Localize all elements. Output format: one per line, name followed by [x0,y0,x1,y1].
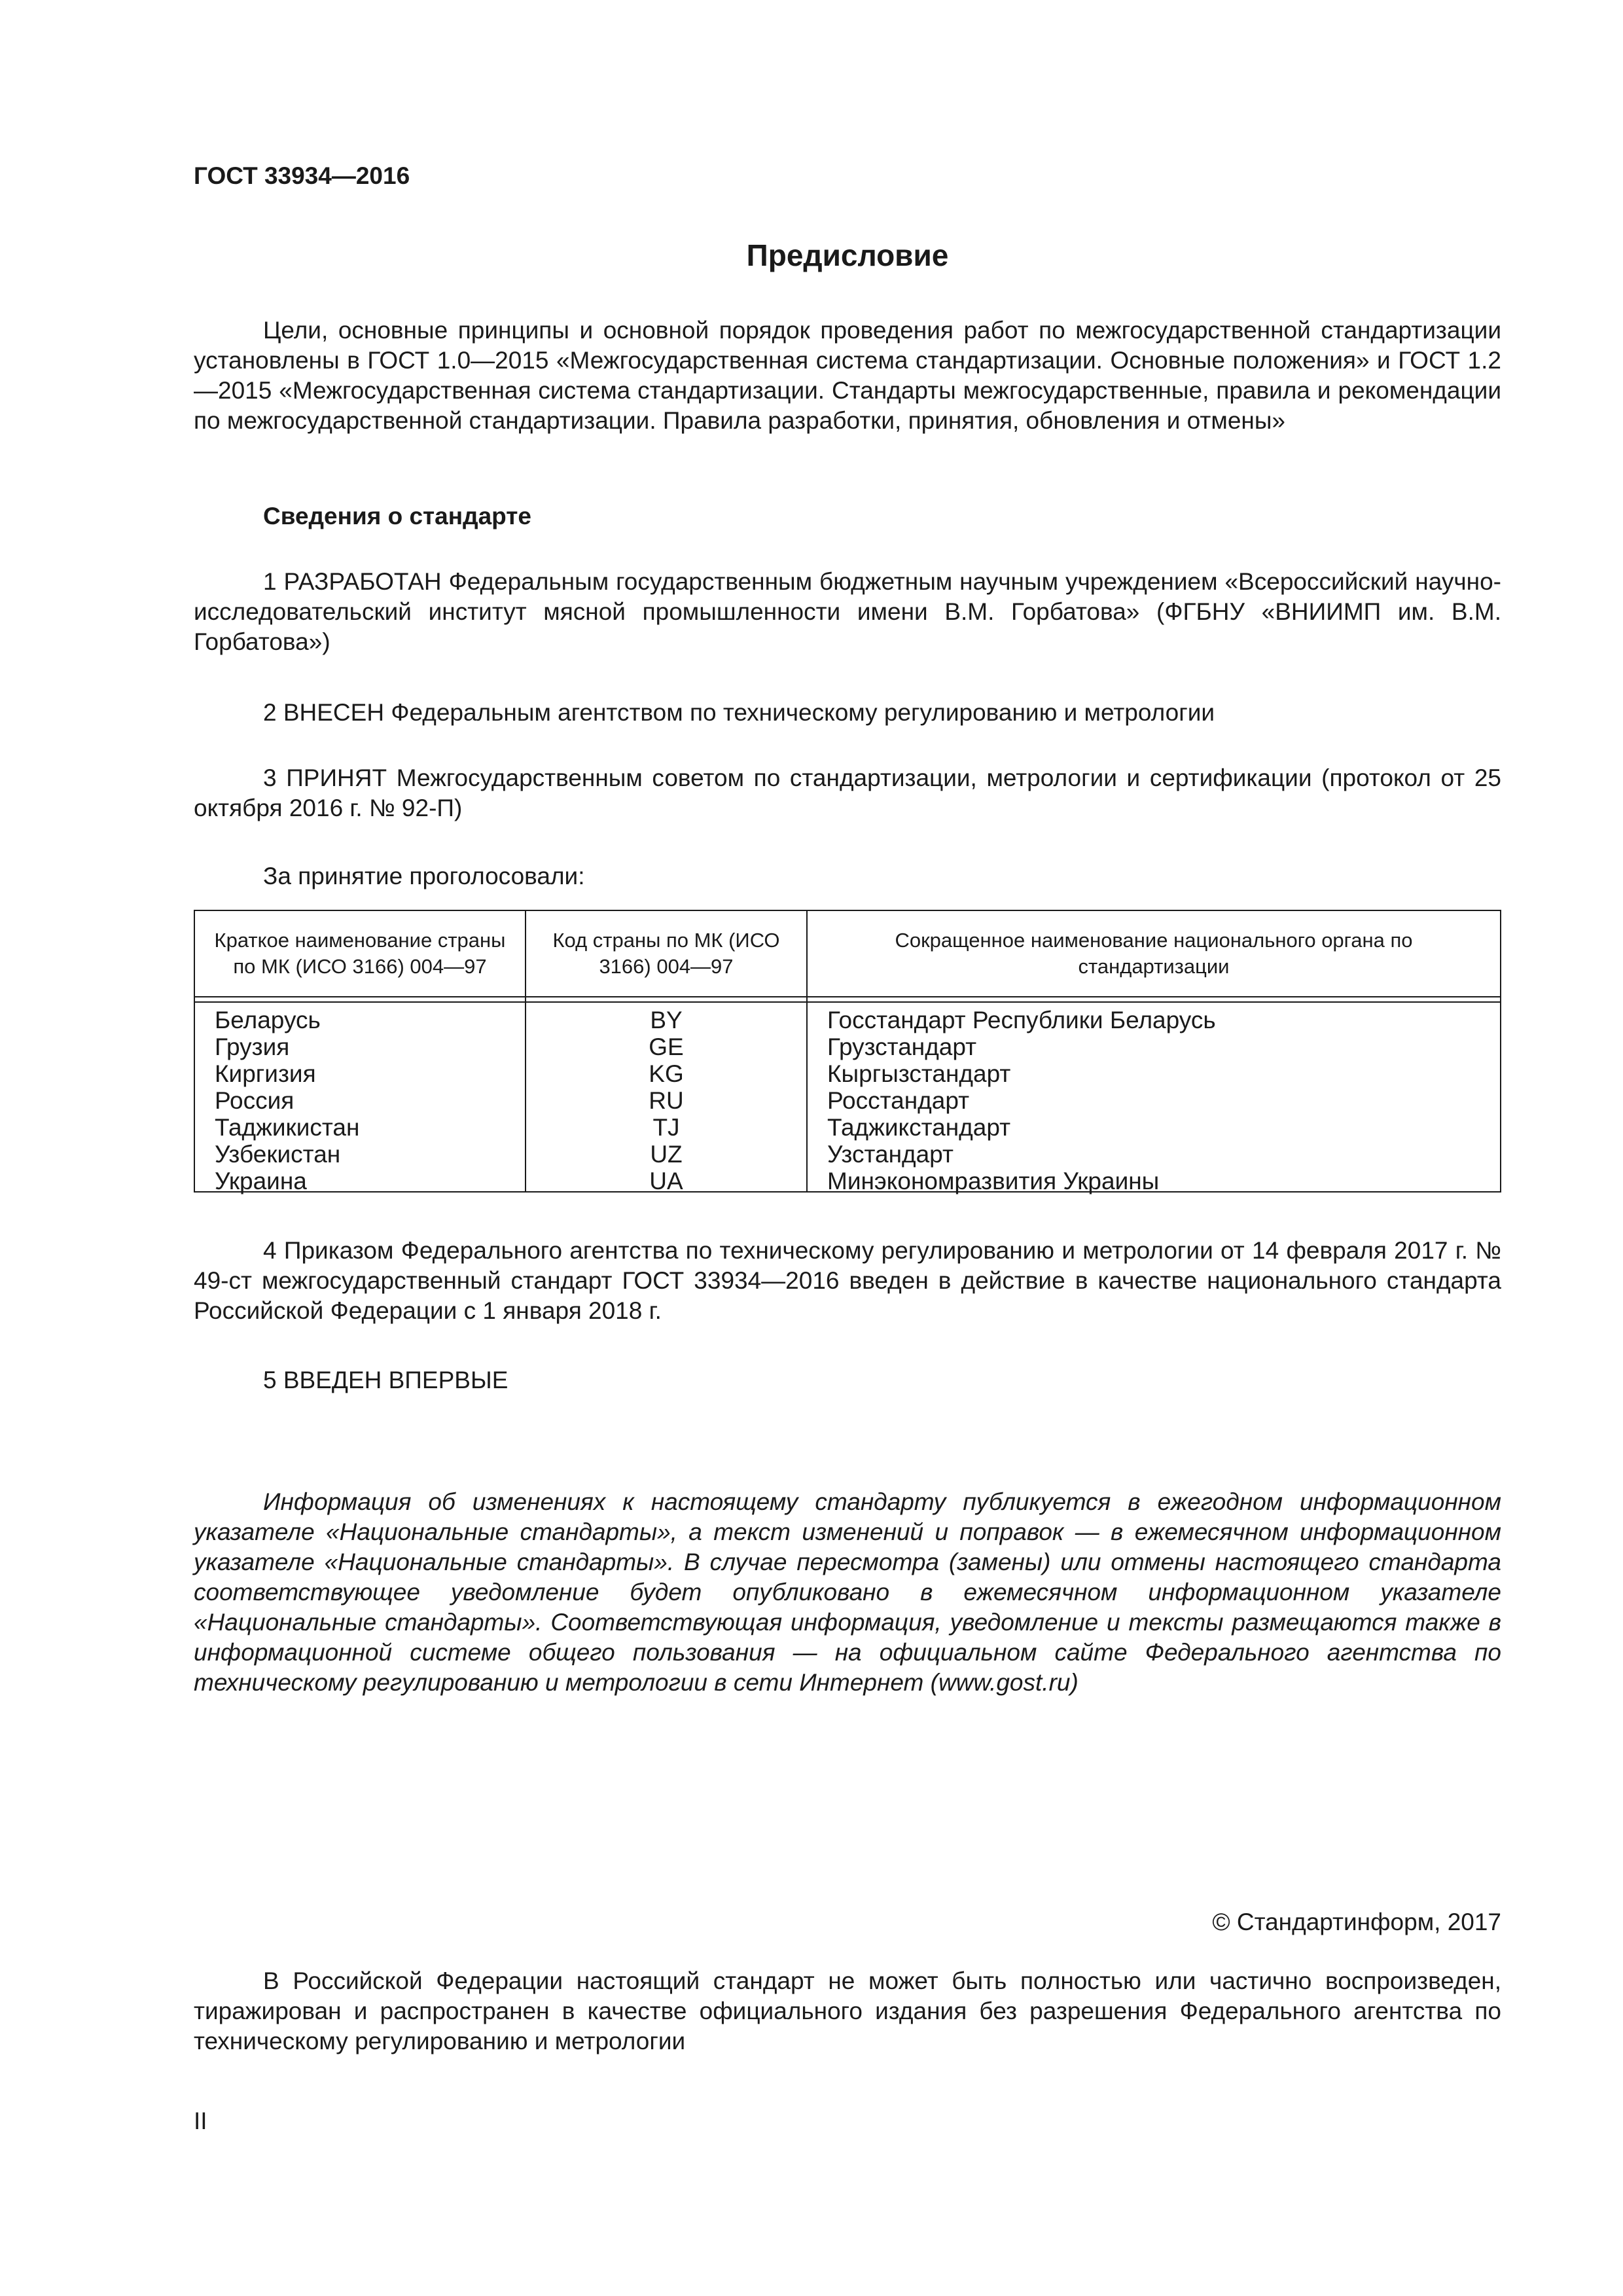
table-cell-country: Узбекистан [215,1141,341,1168]
item-2-submitted: 2 ВНЕСЕН Федеральным агентством по техническому регулированию и метрологии [263,699,1215,726]
standard-code: ГОСТ 33934—2016 [194,162,410,189]
table-cell-country: Россия [215,1087,294,1114]
table-column-body [808,911,1500,1194]
item-4-enacted: 4 Приказом Федерального агентства по техническому регулированию и метрологии от 14 февраля 2017 г. № 49-ст межгосударственный стандарт ГОСТ 33934—2016 введен в действие в качестве национального стандарта Российской Федерации с 1 января 2018 г. [194,1237,1501,1324]
table-cell-code: TJ [652,1114,680,1141]
item-5-first-introduced: 5 ВВЕДЕН ВПЕРВЫЕ [263,1367,508,1393]
table-cell-code: GE [649,1033,684,1060]
table-column-country [195,911,526,1194]
changes-notice: Информация об изменениях к настоящему стандарту публикуется в ежегодном информационном указателе «Национальные стандарты», а текст изменений и поправок — в ежемесячном информационном указателе «Национальные стандарты». В случае пересмотра (замены) или отмены настоящего стандарта соответствующее уведомление будет опубликовано в ежемесячном информационном указателе «Национальные стандарты». Соответствующая информация, уведомление и тексты размещаются также в информационной системе общего пользования — на официальном сайте Федерального агентства по техническому регулированию и метрологии в сети Интернет (www.gost.ru) [194,1488,1501,1696]
table-cell-country: Беларусь [215,1007,321,1033]
item-1-developed: 1 РАЗРАБОТАН Федеральным государственным бюджетным научным учреждением «Всероссийский научно-исследовательский институт мясной промышленности имени В.М. Горбатова» (ФГБНУ «ВНИИМП им. В.М. Горбатова») [194,568,1501,655]
table-cell-body: Грузстандарт [827,1033,977,1060]
table-header-code: Код страны по МК (ИСО 3166) 004—97 [552,929,780,978]
table-cell-code: RU [649,1087,684,1114]
table-header-body: Сокращенное наименование национального органа по стандартизации [895,929,1413,978]
table-cell-body: Росстандарт [827,1087,970,1114]
rights-notice: В Российской Федерации настоящий стандарт не может быть полностью или частично воспроизведен, тиражирован и распространен в качестве официального издания без разрешения Федерального агентства по техническому регулированию и метрологии [194,1967,1501,2054]
vote-label: За принятие проголосовали: [263,863,585,889]
table-header-separator [195,996,1500,1003]
table-cell-code: BY [650,1007,683,1033]
intro-paragraph: Цели, основные принципы и основной порядок проведения работ по межгосударственной стандартизации установлены в ГОСТ 1.0—2015 «Межгосударственная система стандартизации. Основные положения» и ГОСТ 1.2—2015 «Межгосударственная система стандартизации. Стандарты межгосударственные, правила и рекомендации по межгосударственной стандартизации. Правила разработки, принятия, обновления и отмены» [194,317,1501,434]
table-cell-code: UA [649,1168,683,1194]
item-3-adopted: 3 ПРИНЯТ Межгосударственным советом по стандартизации, метрологии и сертификации (протокол от 25 октября 2016 г. № 92-П) [194,764,1501,821]
page-number: II [194,2108,207,2134]
table-cell-body: Кыргызстандарт [827,1060,1011,1087]
copyright: © Стандартинформ, 2017 [1212,1909,1501,1935]
table-cell-body: Минэкономразвития Украины [827,1168,1160,1194]
table-cell-body: Узстандарт [827,1141,954,1168]
table-cell-country: Таджикистан [215,1114,360,1141]
table-cell-code: KG [649,1060,684,1087]
page-title: Предисловие [746,238,949,272]
voting-table [194,910,1501,1193]
info-heading: Сведения о стандарте [263,503,531,529]
table-cell-country: Грузия [215,1033,290,1060]
table-column-code [526,911,808,1194]
table-cell-code: UZ [650,1141,683,1168]
table-header-country: Краткое наименование страны по МК (ИСО 3166) 004—97 [214,929,506,978]
table-cell-country: Украина [215,1168,307,1194]
table-cell-body: Госстандарт Республики Беларусь [827,1007,1216,1033]
table-cell-body: Таджикстандарт [827,1114,1011,1141]
table-cell-country: Киргизия [215,1060,316,1087]
